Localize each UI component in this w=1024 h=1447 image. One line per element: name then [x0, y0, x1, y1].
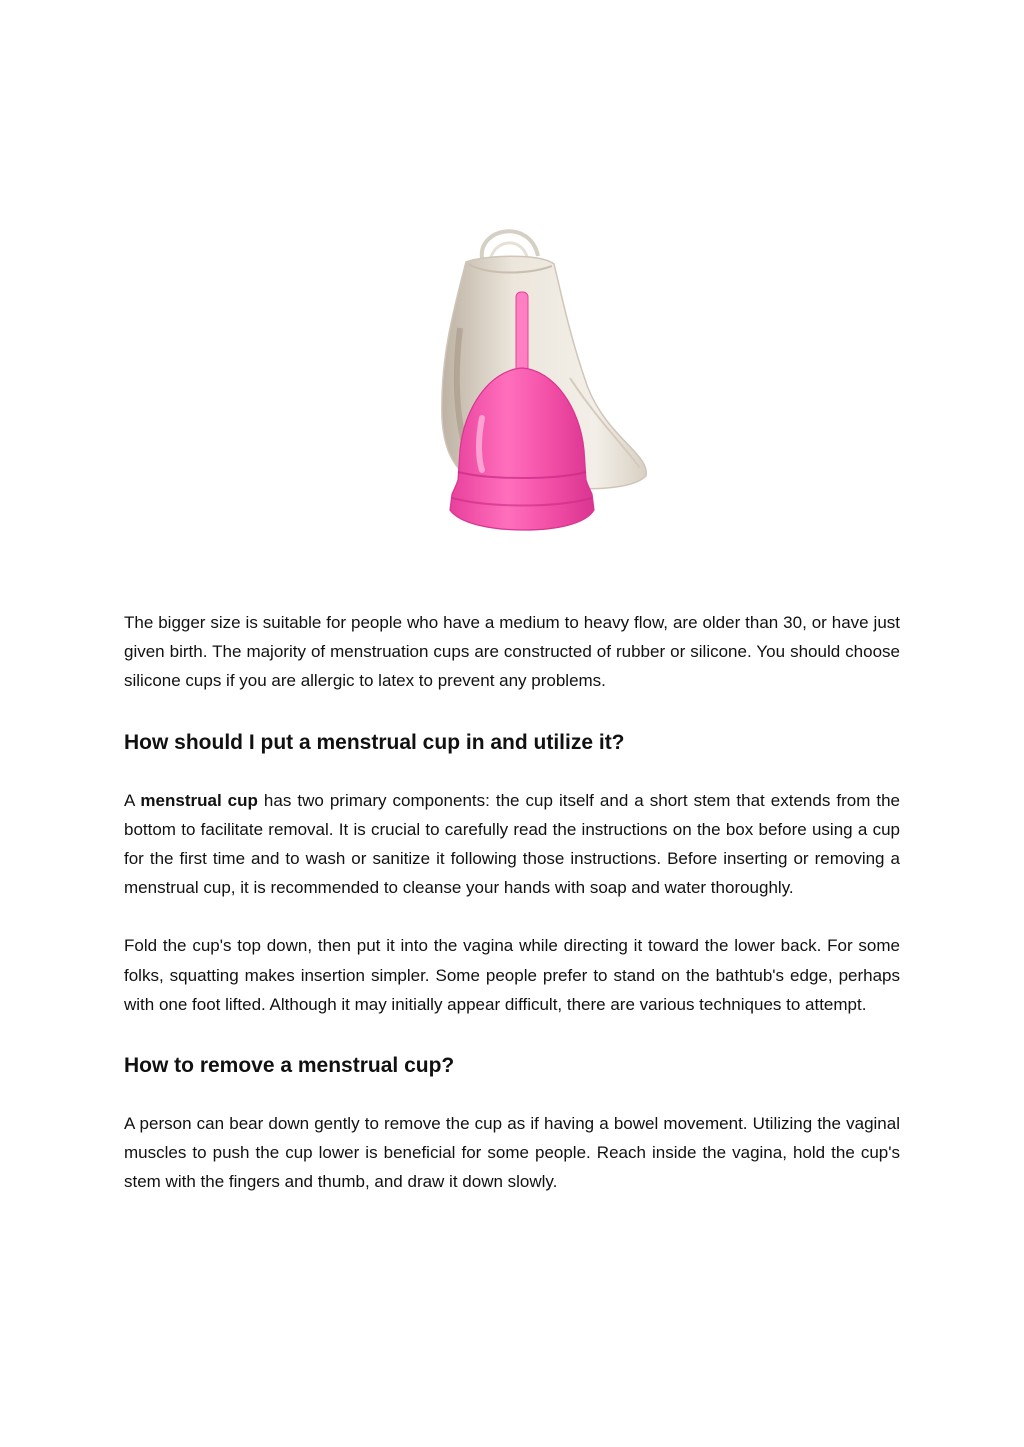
- usage-paragraph: [124, 786, 900, 903]
- drawstring-loop: [482, 231, 538, 258]
- usage-heading: How should I put a menstrual cup in and utilize it?: [124, 730, 625, 754]
- removal-heading: How to remove a menstrual cup?: [124, 1054, 455, 1078]
- insertion-paragraph: Fold the cup's top down, then put it into the vagina while directing it toward the lower back. For some folks, squatting makes insertion simpler. Some people prefer to stand on the bathtub's edge, perhaps with one foot lifted. Although it may initially appear difficult, there are various techniques to attempt.: [124, 936, 900, 1014]
- intro-paragraph: The bigger size is suitable for people who have a medium to heavy flow, are older than 30, or have just given birth. The majority of menstruation cups are constructed of rubber or silicone. You should choose silicone cups if you are allergic to latex to prevent any problems.: [124, 613, 900, 691]
- usage-lead: A: [124, 790, 141, 810]
- menstrual-cup-term: menstrual cup: [140, 790, 258, 810]
- menstrual-cup-image: [420, 218, 660, 558]
- usage-rest: has two primary components: the cup itself and a short stem that extends from the bottom to facilitate removal. It is crucial to carefully read the instructions on the box before using a cup for the first time and to wash or sanitize it following those instructions. Before inserting or removing a menstrual cup, it is recommended to cleanse your hands with soap and water thoroughly.: [124, 790, 900, 898]
- removal-paragraph: A person can bear down gently to remove the cup as if having a bowel movement. Utilizing the vaginal muscles to push the cup lower is beneficial for some people. Reach inside the vagina, hold the cup's stem with the fingers and thumb, and draw it down slowly.: [124, 1114, 900, 1192]
- cup-stem: [516, 292, 528, 372]
- article-content: [124, 608, 900, 1197]
- menstrual-cup-illustration: [420, 218, 660, 558]
